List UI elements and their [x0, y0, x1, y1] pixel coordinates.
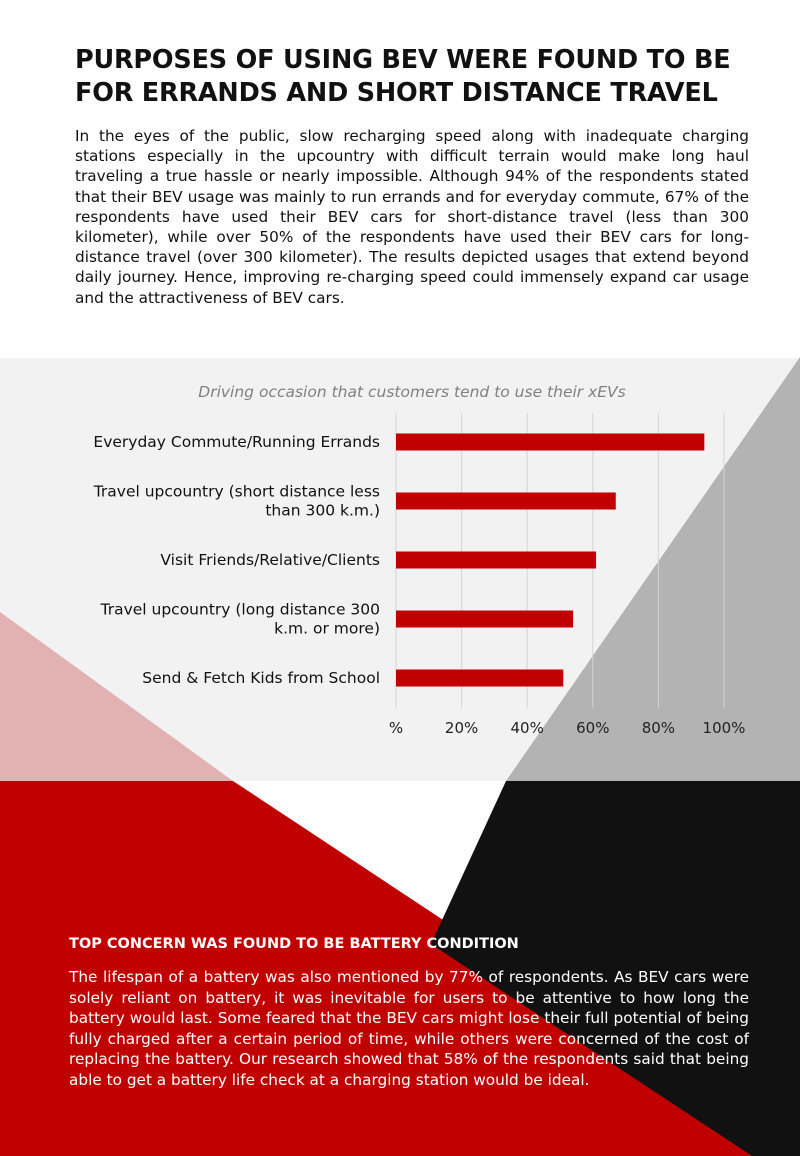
chart-x-tick-labels — [389, 719, 746, 737]
bar — [396, 493, 616, 510]
chart-title: Driving occasion that customers tend to use their xEVs — [198, 383, 626, 401]
category-label: Everyday Commute/Running Errands — [93, 433, 380, 451]
category-label: k.m. or more) — [274, 619, 380, 638]
bar — [396, 611, 573, 628]
category-label: Send & Fetch Kids from School — [142, 669, 380, 687]
x-tick-label: 40% — [510, 719, 544, 737]
bar — [396, 552, 596, 569]
category-label: than 300 k.m.) — [265, 501, 380, 520]
x-tick-label: 60% — [576, 719, 610, 737]
intro-paragraph: In the eyes of the public, slow recharging speed along with inadequate charging stations especially in the upcountry with difficult terrain would make long haul traveling a true hassle or nearly impossible. Although 94% of the respondents stated that their BEV usage was mainly to run errands and for everyday commute, 67% of the respondents have used their BEV cars for short-distance travel (less than 300 kilometer), while over 50% of the respondents have used their BEV cars for long-distance travel (over 300 kilometer). The results depicted usages that extend beyond daily journey. Hence, improving re-charging speed could immensely expand car usage and the attractiveness of BEV cars. — [75, 127, 749, 307]
battery-section-paragraph: The lifespan of a battery was also mentioned by 77% of respondents. As BEV cars were solely reliant on battery, it was inevitable for users to be attentive to how long the battery would last. Some feared that the BEV cars might lose their full potential of being fully charged after a certain period of time, while others were concerned of the cost of replacing the battery. Our research showed that 58% of the respondents said that being able to get a battery life check at a charging station would be ideal. — [69, 968, 749, 1089]
page-title: PURPOSES OF USING BEV WERE FOUND TO BE FOR ERRANDS AND SHORT DISTANCE TRAVEL — [75, 45, 731, 108]
category-label: Visit Friends/Relative/Clients — [160, 551, 380, 569]
x-tick-label: 100% — [702, 719, 746, 737]
battery-section-heading: TOP CONCERN WAS FOUND TO BE BATTERY CONDITION — [69, 936, 519, 952]
category-label: Travel upcountry (short distance less — [93, 482, 380, 501]
chart-category-labels — [93, 433, 380, 687]
x-tick-label: % — [388, 719, 404, 737]
x-tick-label: 20% — [444, 719, 479, 737]
category-label: Travel upcountry (long distance 300 — [100, 600, 380, 619]
x-tick-label: 80% — [641, 719, 676, 737]
bar — [396, 670, 563, 687]
bar — [396, 434, 704, 451]
